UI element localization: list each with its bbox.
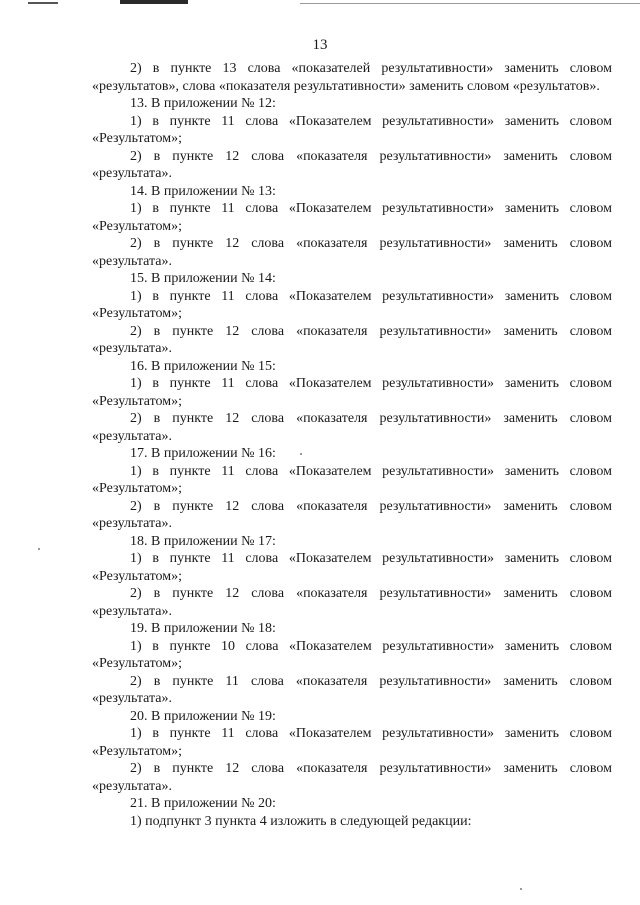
paragraph: 2) в пункте 12 слова «показателя результативности» заменить словом «результата». (92, 498, 612, 531)
paragraph: 2) в пункте 12 слова «показателя результативности» заменить словом «результата». (92, 323, 612, 356)
scan-speck (300, 453, 302, 455)
paragraph: 1) подпункт 3 пункта 4 изложить в следующей редакции: (130, 813, 472, 829)
section-heading: 17. В приложении № 16: (130, 446, 276, 461)
scan-artifact (120, 0, 188, 4)
paragraph: 1) в пункте 11 слова «Показателем результативности» заменить словом «Результатом»; (92, 551, 612, 584)
paragraph: 2) в пункте 11 слова «показателя результативности» заменить словом «результата». (92, 673, 612, 706)
scan-artifact (300, 3, 640, 4)
paragraph: 2) в пункте 12 слова «показателя результативности» заменить словом «результата». (92, 411, 612, 444)
paragraph: 2) в пункте 12 слова «показателя результативности» заменить словом «результата». (92, 148, 612, 181)
paragraph: 2) в пункте 13 слова «показателей результативности» заменить словом «результатов», слова «показателя результативности» заменить словом «результатов». (92, 61, 612, 94)
section-heading: 20. В приложении № 19: (130, 708, 276, 724)
page-number: 13 (312, 37, 328, 53)
document-body (92, 60, 612, 830)
scan-speck (38, 548, 40, 550)
paragraph: 1) в пункте 11 слова «Показателем результативности» заменить словом «Результатом»; (92, 288, 612, 321)
section-heading: 16. В приложении № 15: (130, 358, 276, 374)
paragraph: 1) в пункте 10 слова «Показателем результативности» заменить словом «Результатом»; (92, 638, 612, 671)
section-heading: 15. В приложении № 14: (130, 271, 276, 286)
scan-speck (520, 888, 522, 890)
paragraph: 1) в пункте 11 слова «Показателем результативности» заменить словом «Результатом»; (92, 113, 612, 146)
scan-artifact (28, 2, 58, 4)
section-heading: 13. В приложении № 12: (130, 96, 276, 111)
section-heading: 14. В приложении № 13: (130, 183, 276, 199)
section-heading: 21. В приложении № 20: (130, 796, 276, 811)
paragraph: 1) в пункте 11 слова «Показателем результативности» заменить словом «Результатом»; (92, 726, 612, 759)
paragraph: 1) в пункте 11 слова «Показателем результативности» заменить словом «Результатом»; (92, 376, 612, 409)
section-heading: 19. В приложении № 18: (130, 621, 276, 636)
paragraph: 1) в пункте 11 слова «Показателем результативности» заменить словом «Результатом»; (92, 463, 612, 496)
paragraph: 2) в пункте 12 слова «показателя результативности» заменить словом «результата». (92, 236, 612, 269)
paragraph: 1) в пункте 11 слова «Показателем результативности» заменить словом «Результатом»; (92, 201, 612, 234)
section-heading: 18. В приложении № 17: (130, 533, 276, 549)
paragraph: 2) в пункте 12 слова «показателя результативности» заменить словом «результата». (92, 586, 612, 619)
paragraph: 2) в пункте 12 слова «показателя результативности» заменить словом «результата». (92, 761, 612, 794)
